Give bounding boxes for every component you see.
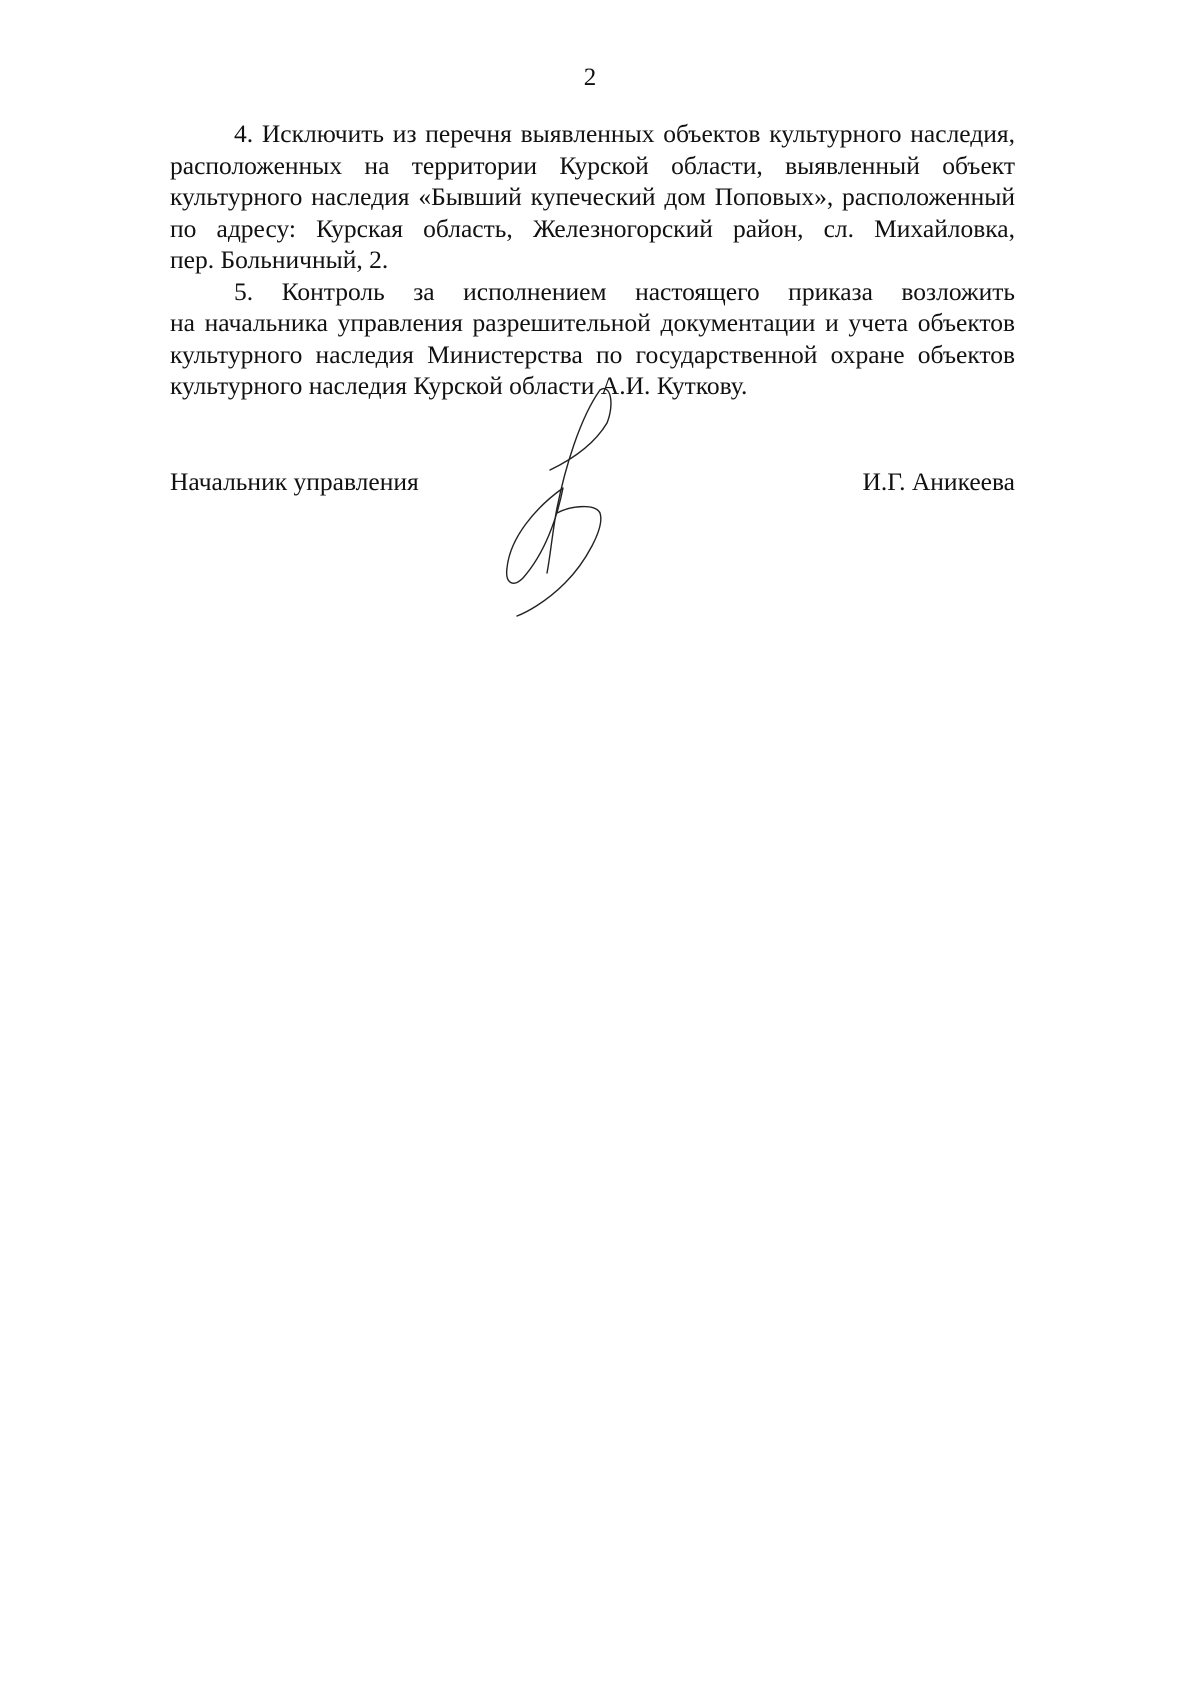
paragraph-line: на начальника управления разрешительной документации и учета объектов bbox=[170, 308, 1015, 337]
paragraph-line: пер. Больничный, 2. bbox=[170, 245, 389, 274]
paragraph-line: культурного наследия Министерства по государственной охране объектов bbox=[170, 339, 1015, 369]
paragraph-line: культурного наследия «Бывший купеческий дом Поповых», расположенный bbox=[170, 182, 1015, 211]
signer-position: Начальник управления bbox=[170, 467, 419, 496]
paragraph-4 bbox=[170, 118, 1015, 276]
paragraph-line: 5. Контроль за исполнением настоящего приказа возложить bbox=[234, 276, 1015, 306]
paragraph-line: расположенных на территории Курской области, выявленный объект bbox=[170, 150, 1015, 180]
paragraph-line: 4. Исключить из перечня выявленных объектов культурного наследия, bbox=[234, 119, 1015, 148]
paragraph-line: по адресу: Курская область, Железногорский район, сл. Михайловка, bbox=[170, 213, 1015, 243]
page-number: 2 bbox=[583, 64, 597, 91]
paragraph-line: культурного наследия Курской области А.И. Куткову. bbox=[170, 371, 748, 400]
document-body bbox=[170, 118, 1015, 402]
handwritten-signature-icon bbox=[495, 378, 655, 618]
signer-name: И.Г. Аникеева bbox=[862, 467, 1015, 496]
